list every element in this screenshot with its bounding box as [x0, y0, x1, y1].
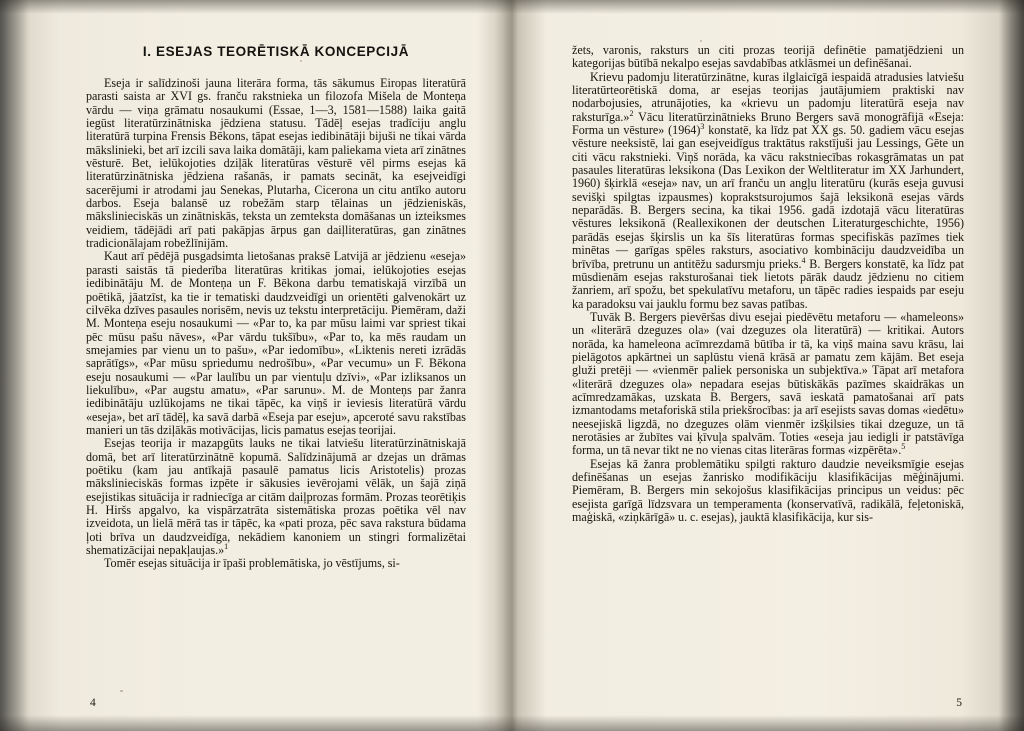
paragraph: žets, varonis, raksturs un citi prozas teorijā definētie pamatjēdzieni un kategorijas būtībā nekalpo esejas savdabības atklāsmei un definēšanai.	[572, 43, 964, 71]
paragraph: Kaut arī pēdējā pusgadsimta lietošanas praksē Latvijā ar jēdzienu «eseja» parasti saistās tā piederība literatūras kritikas jomai, ielūkojoties esejas iedibinātāju M. de Monteņa un F. Bēkona darbu tematiskajā virzībā un poētikā, jāatzīst, ka tie ir tematiski daudzveidīgi un orientēti galvenokārt uz cilvēka dzīves pasaules norisēm, nevis uz tekstu interpretāciju. Piemēram, daži M. Monteņa eseju nosaukumi — «Par to, ka par mūsu laimi var spriest tikai pēc mūsu pašu nāves», «Par vārdu tukšību», «Par to, ka mēs raudam un smejamies par vienu un to pašu», «Par iedomību», «Liktenis nereti izrādās saprātīgs», «Par mūsu spriedumu nedrošību», «Par vecumu» un F. Bēkona eseju nosaukumi — «Par laulību un par vientuļu dzīvi», «Par izliksanos un liekulību», «Par augstu amatu», «Par sarunu». M. de Monteņs par žanra iedibinātāju uzlūkojams ne tikai tāpēc, ka viņš ir ieviesis literatūrā vārdu «eseja», bet arī tādēļ, ka savā darbā «Eseja par eseju», apceroté savu rakstības manieri un tās dziļākās motivācijas, licis pamatus esejas teorijai.	[86, 249, 466, 437]
page-right	[528, 0, 1012, 731]
paragraph: Esejas kā žanra problemātiku spilgti rakturo daudzie neveiksmīgie esejas definēšanas un esejas žanrisko modifikāciju klasifikācijas mēģinājumi. Piemēram, B. Bergers min sekojošus klasifikācijas principus un veidus: pēc esejista garīgā līdzsvara un temperamenta (konservatīvā, radikālā, feļetoniskā, maģiskā, «ziņkārīgā» u. c. esejas), jauktā klasifikācija, kur sis-	[572, 456, 964, 525]
left-page-body	[86, 77, 466, 571]
paragraph: Tuvāk B. Bergers pievēršas divu esejai piedēvētu metaforu — «hameleons» un «literārā dzeguzes ola» (vai dzeguzes ola literatūrā) — kritikai. Autors norāda, ka hameleona acīmrezdamā būtība ir tā, ka viņš maina savu krāsu, lai pielāgotos apkārtnei un saplūstu vienā krāsā ar pamatu zem kājām. Bet eseja gluži pretēji — «vienmēr paliek personiska un subjektīva.» Tāpat arī metafora «literārā dzeguzes ola» nepadara esejas būtiskākās pazīmes skaidrākas un acīmredzamākas, uzskata B. Bergers, savā ieskatā pamatošanai arī pats izmantodams metaforiskā stila priekšrocības: ja arī esejists savas domas «iedētu» neesejiskā ligzdā, no dzeguzes olām vienmēr izšķilsies tikai dzeguze, un tā nerotāsies ar žubītes vai ķīvuļa spalvām. Toties «eseja jau iedigli ir patstāvīga forma, un tā nevar tikt ne no vienas citas literāras formas «izpērēta».$^5$	[572, 309, 964, 458]
paragraph: Eseja ir salīdzinoši jauna literāra forma, tās sākumus Eiropas literatūrā parasti saista ar XVI gs. franču rakstnieka un filozofa Mišela de Monteņa vārdu — viņa grāmatu nosaukumi (Essae, 1—3, 1581—1588) laika gaitā iegūst literatūrzinātniska jēdziena statusu. Tādēļ esejas tradīciju anglu literatūrā turpina Frensis Bēkons, tāpat esejas iedibinātāji bijuši ne tikai vārda mākslinieki, bet arī izcili sava laika domātāji, kam paliekama vieta arī zinātnes vēsturē. Bet, ielūkojoties dziļāk literatūras vēsturē vēl pirms esejas kā literatūrzinātniska jēdziena rašanās, ir pamats secināt, ka esejveidīgi sacerējumi ir atrodami jau Senekas, Plutarha, Cicerona un citu antīko autoru darbos. Eseja balansē uz robežām starp tēlainas un jēdzieniskās, mākslinieciskās un zinātniskās, teksta un zemteksta domāšanas un izteiksmes veidiem, tādējādi arī pati pakāpjas ārpus gan daiļliteratūras, gan zinātnes tradicionālajam robežlīnijām.	[86, 76, 466, 251]
page-number-right: 5	[956, 697, 962, 709]
paragraph: Krievu padomju literatūrzinātne, kuras ilglaicīgā iespaidā atradusies latviešu literatūrteorētiskā doma, ar esejas teorijas jautājumiem praktiski nav nodarbojusies, atrunājoties, ka «krievu un padomju literatūrā eseja nav raksturīga.»$^2$ Vācu literatūrzinātnieks Bruno Bergers savā monogrāfijā «Eseja: Forma un vēsture» $(1964)^3$ konstatē, ka līdz pat XX gs. 50. gadiem vācu esejas vēsture neeksistē, lai gan esejveidīgus traktātus rakstījuši jau Lessings, Gēte un citi vācu rakstnieki. Viņš norāda, ka vācu rakstniecības rokasgrāmatas un pat pasaules literatūras leksikona (Das Lexikon der Weltliteratur im XX Jarhundert, 1960) šķirklā «eseja» nav, un arī franču un angļu literatūru (kurās eseja guvusi sevišķi spilgtas izpausmes) koprakstsurojumos šajā leksikonā esejas vārds neparādās. B. Bergers secina, ka tikai 1956. gadā izdotajā vācu literatūras vēstures leksikonā (Reallexikonen der deutschen Literaturgeschichte, 1956) parādās esejas šķirslis un ka šīs literatūras formas specifiskās pazīmes tiek minētas — garīgas spēles raksturs, asociativo kombināciju daudzveidība un brīvība, pretrunu un antitēžu sadursmju prieks.$^4$ B. Bergers konstatē, ka līdz pat mūsdienām esejas raksturošanai tiek lietots pārāk daudz jēdzienu no citiem žanriem, arī spožu, bet spekulatīvu metaforu, un tāpēc radies iespaids par eseju ka paradoksu vai jauklu formu bez savas patības.	[572, 69, 964, 311]
right-page-body	[572, 44, 964, 524]
page-edge-left	[0, 0, 30, 731]
page-title: I. ESEJAS TEORĒTISKĀ KONCEPCIJĀ	[142, 44, 410, 59]
page-number-left: 4	[90, 697, 96, 709]
paragraph: Esejas teorija ir mazapgūts lauks ne tikai latviešu literatūrzinātniskajā domā, bet arī literatūrzinātnē kopumā. Salīdzinājumā ar dzejas un drāmas poētiku (kam jau antīkajā pasaulē pamatus licis Aristotelis) prozas mākslinieciskās formas izpēte ir sākusies ievērojami vēlāk, un šajā ziņā esejistikas situācija ir radniecīga ar citām daiļprozas formām. Prozas teorētiķis H. Hiršs apgalvo, ka vispārzatrāta sistemātiska prozas poētika vēl nav izveidota, un lielā mērā tas ir tāpēc, ka «pati proza, pēc sava rakstura būdama ļoti brīva un daudzveidīga, nekādiem kanoniem un stingri formalizētai shematizācijai nepakļaujas.»$^1$	[86, 436, 466, 558]
page-left	[28, 0, 512, 731]
paragraph: Tomēr esejas situācija ir īpaši problemātiska, jo vēstījums, si-	[104, 556, 400, 571]
